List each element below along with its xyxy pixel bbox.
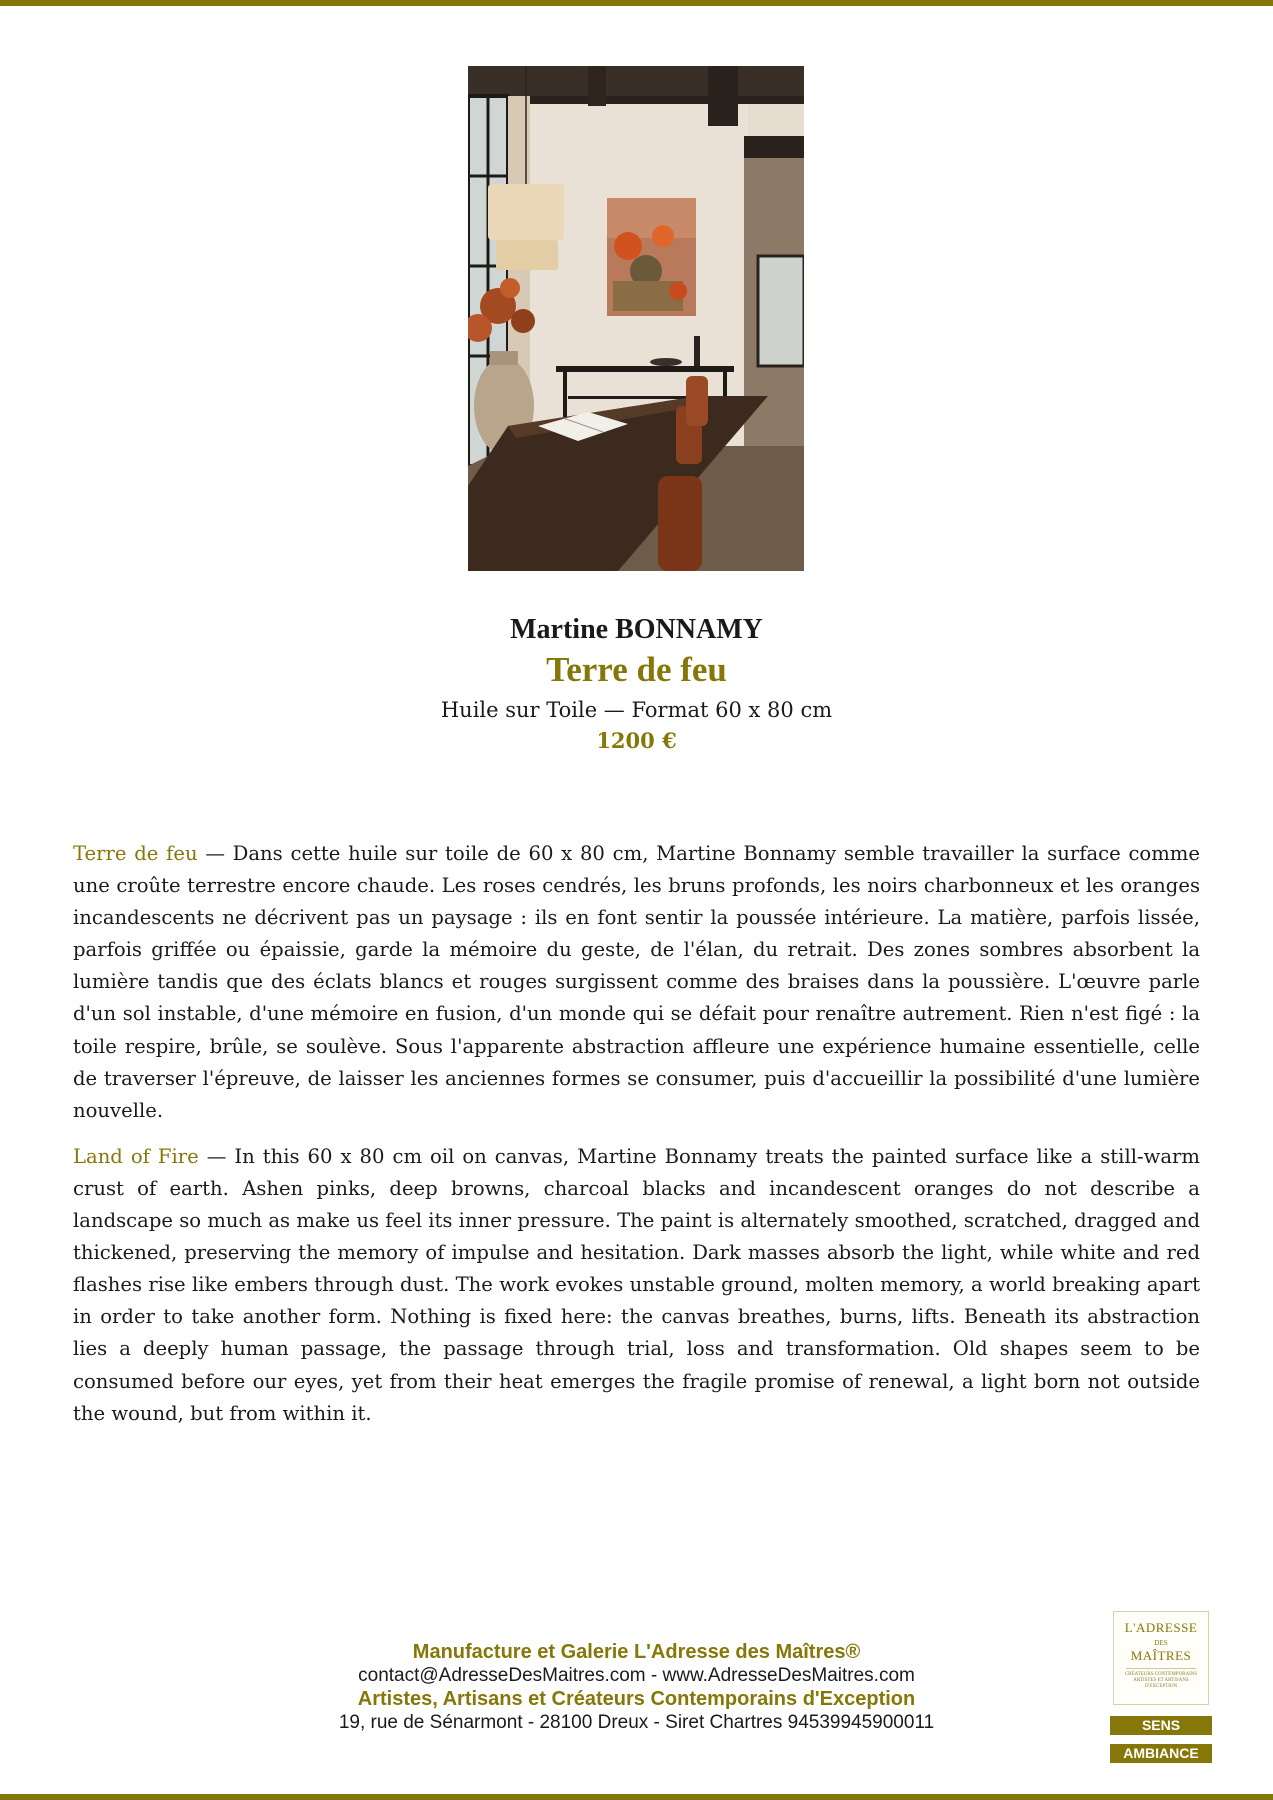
footer-address: 19, rue de Sénarmont - 28100 Dreux - Siret Chartres 94539945900011 — [338, 1712, 935, 1733]
artwork-title: Terre de feu — [546, 650, 727, 689]
description-en-lead: Land of Fire — [73, 1144, 199, 1168]
description-fr-lead: Terre de feu — [73, 842, 198, 865]
logo-line-1: L'ADRESSE — [1124, 1620, 1198, 1635]
logo-line-4: CRÉATEURS CONTEMPORAINS ARTISTES ET ARTISANS D'EXCEPTION — [1124, 1672, 1198, 1689]
logo-line-2: DES — [1154, 1639, 1168, 1647]
footer-contact: contact@AdresseDesMaitres.com - www.AdresseDesMaitres.com — [358, 1665, 915, 1686]
artwork-medium: Huile sur Toile — Format 60 x 80 cm — [440, 698, 833, 722]
bottom-accent-bar — [0, 1794, 1273, 1800]
description-fr — [73, 838, 1200, 1127]
description-en — [73, 1141, 1200, 1430]
description-en-text: — In this 60 x 80 cm oil on canvas, Martine Bonnamy treats the painted surface like a still-warm crust of earth. Ashen pinks, deep browns, charcoal blacks and incandescent oranges do not describe a landscape so much as make us feel its inner pressure. The paint is alternately smoothed, scratched, dragged and thickened, preserving the memory of impulse and hesitation. Dark masses absorb the light, while white and red flashes rise like embers through dust. The work evokes unstable ground, molten memory, a world breaking apart in order to take another form. Nothing is fixed here: the canvas breathes, burns, lifts. Beneath its abstraction lies a deeply human passage, the passage through trial, loss and transformation. Old shapes seem to be consumed before our eyes, yet from their heat emerges the fragile promise of renewal, a light born not outside the wound, but from within it. — [73, 1144, 1200, 1425]
logo-line-3: MAÎTRES — [1130, 1648, 1192, 1663]
top-accent-bar — [0, 0, 1273, 6]
footer-tagline: Artistes, Artisans et Créateurs Contemporains d'Exception — [357, 1688, 916, 1710]
footer — [0, 1640, 1273, 1734]
sens-badge: SENS — [1110, 1716, 1212, 1735]
artwork-room-photo — [468, 66, 804, 571]
description-fr-text: — Dans cette huile sur toile de 60 x 80 cm, Martine Bonnamy semble travailler la surface comme une croûte terrestre encore chaude. Les roses cendrés, les bruns profonds, les noirs charbonneux et les oranges incandescents ne décrivent pas un paysage : ils en font sentir la poussée intérieure. La matière, parfois lissée, parfois griffée ou épaissie, garde la mémoire du geste, de l'élan, du retrait. Des zones sombres absorbent la lumière tandis que des éclats blancs et rouges surgissent comme des braises dans la poussière. L'œuvre parle d'un sol instable, d'une mémoire en fusion, d'un monde qui se défait pour renaître autrement. Rien n'est figé : la toile respire, brûle, se soulève. Sous l'apparente abstraction affleure une expérience humaine essentielle, celle de traverser l'épreuve, de laisser les anciennes formes se consumer, puis d'accueillir la possibilité d'une lumière nouvelle. — [73, 842, 1200, 1122]
gallery-logo — [1113, 1611, 1209, 1705]
logo-divider — [1126, 1668, 1196, 1669]
footer-gallery-name: Manufacture et Galerie L'Adresse des Maîtres® — [412, 1641, 861, 1663]
description — [73, 838, 1200, 1444]
artwork-header — [0, 612, 1273, 756]
artwork-price: 1200 € — [596, 728, 677, 753]
artist-name: Martine BONNAMY — [510, 614, 763, 645]
ambiance-badge: AMBIANCE — [1110, 1744, 1212, 1763]
